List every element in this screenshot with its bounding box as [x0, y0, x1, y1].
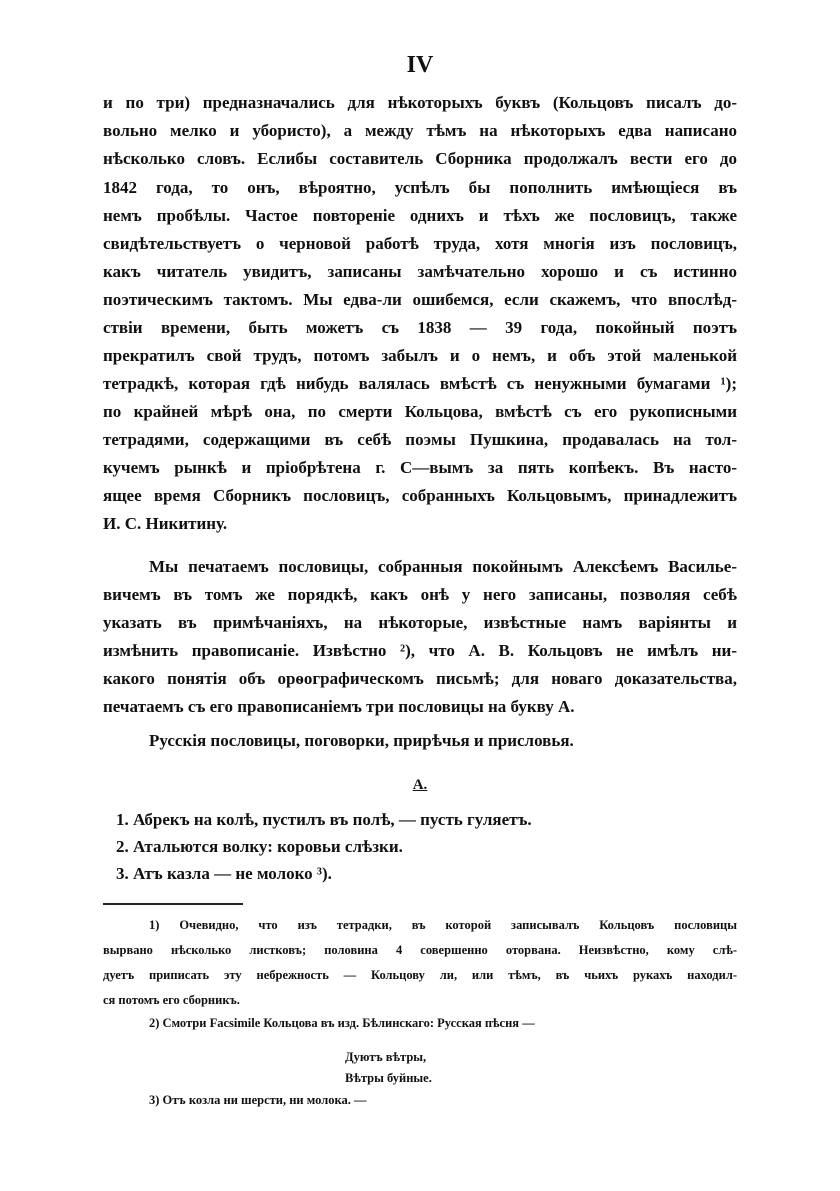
footnote-1-line: вырвано нѣсколько листковъ; половина 4 совершенно оторвана. Неизвѣстно, кому слѣ-: [103, 943, 737, 957]
text-line: свидѣтельствуетъ о черновой работѣ труда, хотя многія изъ пословицъ,: [103, 234, 737, 253]
section-letter: А.: [412, 777, 428, 793]
text-line: и по три) предназначались для нѣкоторыхъ буквъ (Кольцовъ писалъ до-: [103, 93, 737, 112]
footnote-1-line: дуетъ приписать эту небрежность — Кольцову ли, или тѣмъ, въ чьихъ рукахъ находил-: [103, 968, 737, 982]
footnote-1-line: ся потомъ его сборникъ.: [103, 993, 240, 1007]
proverb-item: 3. Атъ казла — не молоко ³).: [116, 864, 332, 883]
subtitle: Русскія пословицы, поговорки, прирѣчья и присловья.: [149, 731, 574, 750]
text-line: указать въ примѣчаніяхъ, на нѣкоторые, извѣстные намъ варіянты и: [103, 613, 737, 632]
proverb-item: 2. Атальются волку: коровьи слѣзки.: [116, 837, 403, 856]
proverb-item: 1. Абрекъ на колѣ, пустилъ въ полѣ, — пусть гуляетъ.: [116, 810, 532, 829]
text-line: И. С. Никитину.: [103, 514, 228, 533]
text-line: тетрадями, содержащими въ себѣ поэмы Пушкина, продавалась на тол-: [103, 430, 737, 449]
page-number: IV: [406, 52, 434, 78]
text-line: ствіи времени, быть можетъ съ 1838 — 39 года, покойный поэтъ: [103, 318, 737, 337]
text-line: тетрадкѣ, которая гдѣ нибудь валялась вмѣстѣ съ ненужными бумагами ¹);: [103, 374, 737, 393]
text-line: вольно мелко и убористо), а между тѣмъ на нѣкоторыхъ едва написано: [103, 121, 737, 140]
text-line: кучемъ рынкѣ и пріобрѣтена г. С—вымъ за пять копѣекъ. Въ насто-: [103, 458, 737, 477]
text-line: измѣнить правописаніе. Извѣстно ²), что А. В. Кольцовъ не имѣлъ ни-: [103, 641, 737, 660]
text-line: Мы печатаемъ пословицы, собранныя покойнымъ Алексѣемъ Василье-: [149, 557, 737, 576]
footnote-2: 2) Смотри Facsimile Кольцова въ изд. Бѣлинскаго: Русская пѣсня —: [149, 1016, 535, 1030]
verse-line: Дуютъ вѣтры,: [345, 1050, 427, 1064]
text-line: вичемъ въ томъ же порядкѣ, какъ онѣ у него записаны, позволяя себѣ: [103, 585, 737, 604]
text-line: какого понятія объ орѳографическомъ письмѣ; для новаго доказательства,: [103, 669, 737, 688]
text-line: прекратилъ свой трудъ, потомъ забылъ и о немъ, и объ этой маленькой: [103, 346, 737, 365]
text-line: нѣсколько словъ. Еслибы составитель Сборника продолжалъ вести его до: [103, 149, 737, 168]
text-line: по крайней мѣрѣ она, по смерти Кольцова, вмѣстѣ съ его рукописными: [103, 402, 737, 421]
footnote-1-line: 1) Очевидно, что изъ тетрадки, въ которой записывалъ Кольцовъ пословицы: [149, 918, 737, 932]
text-line: немъ пробѣлы. Частое повтореніе однихъ и тѣхъ же пословицъ, также: [103, 206, 737, 225]
footnote-divider: [103, 903, 243, 905]
text-line: поэтическимъ тактомъ. Мы едва-ли ошибемся, если скажемъ, что впослѣд-: [103, 290, 737, 309]
text-line: ящее время Сборникъ пословицъ, собранныхъ Кольцовымъ, принадлежитъ: [103, 486, 737, 505]
text-line: какъ читатель увидитъ, записаны замѣчательно хорошо и съ истинно: [103, 262, 737, 281]
footnote-3: 3) Отъ козла ни шерсти, ни молока. —: [149, 1093, 367, 1107]
verse-line: Вѣтры буйные.: [345, 1071, 432, 1085]
text-line: печатаемъ съ его правописаніемъ три пословицы на букву А.: [103, 697, 575, 716]
text-line: 1842 года, то онъ, вѣроятно, успѣлъ бы пополнить имѣющіеся въ: [103, 178, 737, 197]
